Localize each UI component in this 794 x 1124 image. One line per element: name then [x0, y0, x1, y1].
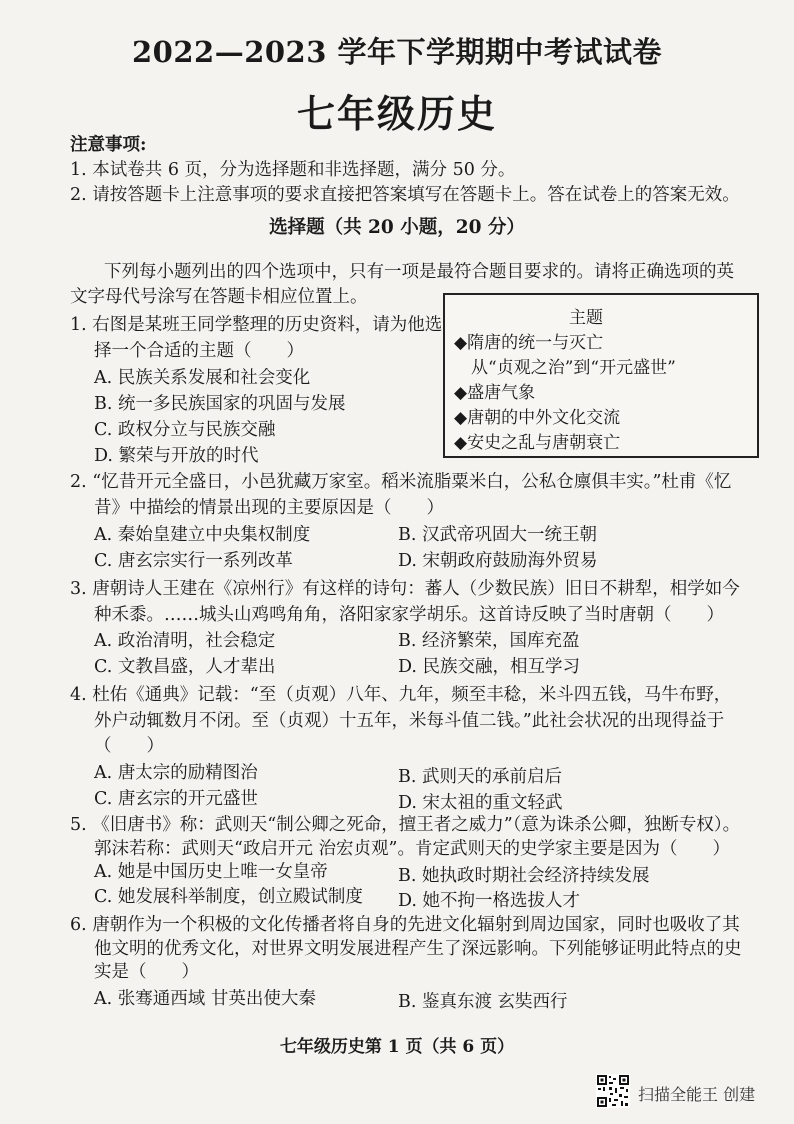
q1-stem-line-2: 择一个合适的主题（ ） [94, 341, 304, 361]
scanner-watermark: 扫描全能王 创建 [638, 1085, 756, 1104]
q4-option-b: B. 武则天的承前启后 [398, 767, 562, 787]
q4-option-a: A. 唐太宗的励精图治 [94, 763, 258, 783]
q2-option-d: D. 宋朝政府鼓励海外贸易 [398, 551, 598, 571]
q4-stem-line-2: 外户动辄数月不闭。至（贞观）十五年，米每斗值二钱。”此社会状况的出现得益于 [94, 711, 725, 731]
q5-option-d: D. 她不拘一格选拔人才 [398, 891, 581, 911]
section-instruction-line-1: 下列每小题列出的四个选项中，只有一项是最符合题目要求的。请将正确选项的英 [104, 262, 734, 282]
topic-item-3: ◆盛唐气象 [454, 383, 536, 403]
section-title: 选择题（共 20 小题，20 分） [269, 217, 525, 238]
topic-item-5: ◆安史之乱与唐朝衰亡 [454, 433, 621, 453]
q6-option-b: B. 鉴真东渡 玄奘西行 [398, 992, 568, 1012]
q6-stem-line-2: 他文明的优秀文化，对世界文明发展进程产生了深远影响。下列能够证明此特点的史 [94, 939, 742, 959]
q3-option-d: D. 民族交融，相互学习 [398, 657, 581, 677]
q1-option-a: A. 民族关系发展和社会变化 [94, 368, 311, 388]
q2-option-a: A. 秦始皇建立中央集权制度 [94, 525, 311, 545]
qr-code-icon [596, 1074, 630, 1108]
q3-stem-line-2: 种禾黍。……城头山鸡鸣角角，洛阳家家学胡乐。这首诗反映了当时唐朝（ ） [94, 605, 724, 625]
q3-option-b: B. 经济繁荣，国库充盈 [398, 631, 580, 651]
q3-stem-line-1: 3. 唐朝诗人王建在《凉州行》有这样的诗句：蕃人（少数民族）旧日不耕犁，相学如今 [70, 579, 740, 599]
q6-option-a: A. 张骞通西域 甘英出使大秦 [94, 989, 316, 1009]
q3-option-a: A. 政治清明，社会稳定 [94, 631, 276, 651]
q1-option-b: B. 统一多民族国家的巩固与发展 [94, 394, 346, 414]
q5-stem-line-1: 5. 《旧唐书》称：武则天“制公卿之死命，擅王者之威力”（意为诛杀公卿，独断专权）。 [70, 815, 741, 835]
q4-option-c: C. 唐玄宗的开元盛世 [94, 789, 258, 809]
topic-item-4: ◆唐朝的中外文化交流 [454, 408, 621, 428]
notice-item-2: 2. 请按答题卡上注意事项的要求直接把答案填写在答题卡上。答在试卷上的答案无效。 [70, 185, 740, 205]
section-instruction-line-2: 文字母代号涂写在答题卡相应位置上。 [70, 287, 368, 307]
topic-box-heading: 主题 [569, 308, 603, 328]
notice-item-1: 1. 本试卷共 6 页，分为选择题和非选择题，满分 50 分。 [70, 160, 516, 180]
q4-stem-line-3: （ ） [94, 736, 164, 756]
subject-title: 七年级历史 [296, 91, 497, 136]
q4-stem-line-1: 4. 杜佑《通典》记载：“至（贞观）八年、九年，频至丰稔，米斗四五钱，马牛布野， [70, 685, 732, 705]
q2-stem-line-2: 昔》中描绘的情景出现的主要原因是（ ） [94, 498, 444, 518]
q5-option-c: C. 她发展科举制度，创立殿试制度 [94, 887, 363, 907]
q6-stem-line-3: 实是（ ） [94, 962, 199, 982]
notice-heading: 注意事项: [70, 135, 147, 155]
q2-option-c: C. 唐玄宗实行一系列改革 [94, 551, 293, 571]
topic-item-2: 从“贞观之治”到“开元盛世” [471, 358, 676, 378]
q6-stem-line-1: 6. 唐朝作为一个积极的文化传播者将自身的先进文化辐射到周边国家，同时也吸收了其 [70, 915, 740, 935]
q4-option-d: D. 宋太祖的重文轻武 [398, 793, 563, 813]
topic-item-1: ◆隋唐的统一与灭亡 [454, 333, 604, 353]
q5-option-b: B. 她执政时期社会经济持续发展 [398, 866, 650, 886]
q5-option-a: A. 她是中国历史上唯一女皇帝 [94, 862, 328, 882]
q2-option-b: B. 汉武帝巩固大一统王朝 [398, 525, 597, 545]
q5-stem-line-2: 郭沫若称：武则天“政启开元 治宏贞观”。肯定武则天的史学家主要是因为（ ） [94, 839, 730, 859]
q1-stem-line-1: 1. 右图是某班王同学整理的历史资料，请为他选 [70, 315, 443, 335]
q2-stem-line-1: 2. “忆昔开元全盛日，小邑犹藏万家室。稻米流脂粟米白，公私仓廪俱丰实。”杜甫《忆 [70, 472, 732, 492]
q1-option-c: C. 政权分立与民族交融 [94, 420, 276, 440]
q3-option-c: C. 文教昌盛，人才辈出 [94, 657, 276, 677]
exam-title: 2022—2023 学年下学期期中考试试卷 [131, 35, 663, 69]
q1-option-d: D. 繁荣与开放的时代 [94, 446, 259, 466]
topic-box [443, 293, 759, 458]
page-footer: 七年级历史第 1 页（共 6 页） [279, 1037, 515, 1057]
